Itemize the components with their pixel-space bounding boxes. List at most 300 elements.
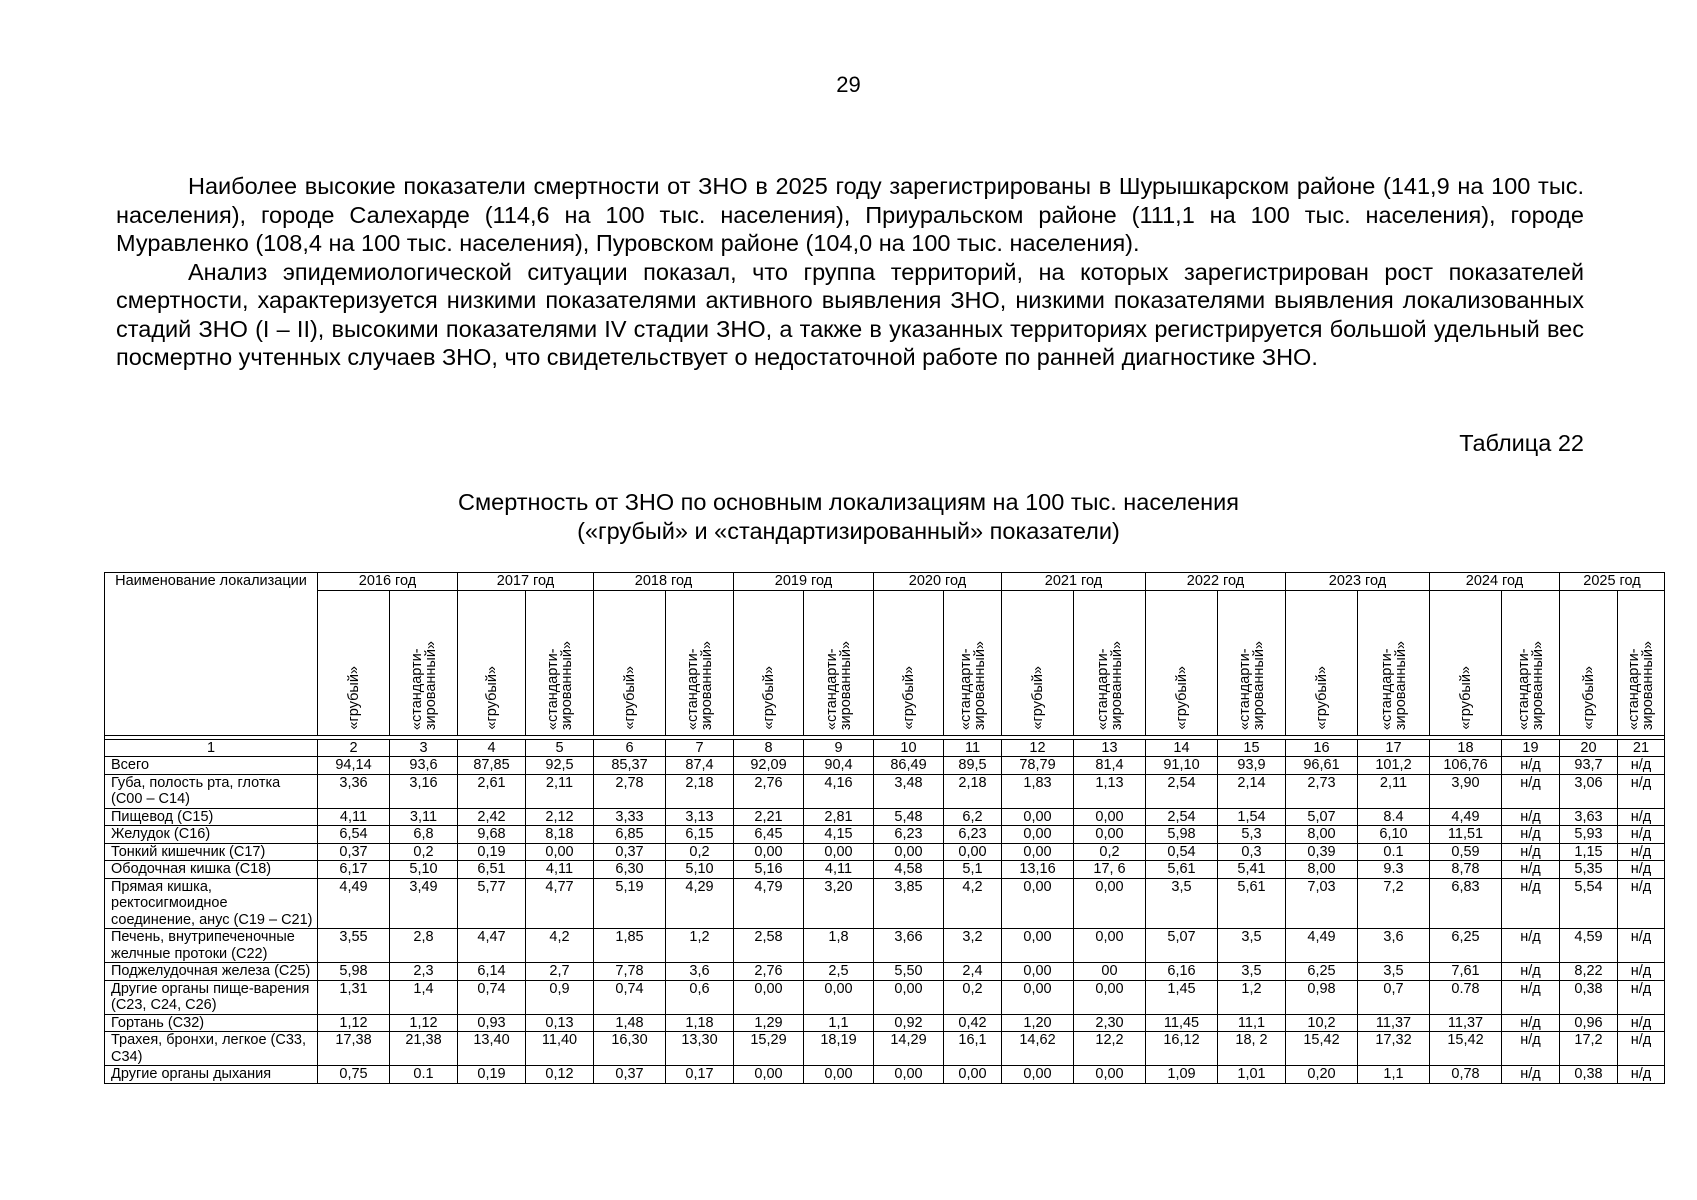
table-cell: 4,11 — [318, 808, 390, 826]
table-cell: н/д — [1502, 929, 1560, 963]
table-cell: 0,00 — [1002, 929, 1074, 963]
table-cell: 0,37 — [594, 1066, 666, 1084]
table-cell: 1,83 — [1002, 774, 1074, 808]
table-cell: н/д — [1618, 861, 1665, 879]
table-cell: 3,90 — [1430, 774, 1502, 808]
subheader-label: «грубый» — [1029, 666, 1046, 730]
table-cell: 1,8 — [804, 929, 874, 963]
subheader-standardized — [804, 590, 874, 735]
table-cell: 0,00 — [1074, 980, 1146, 1014]
table-cell: 11,37 — [1358, 1014, 1430, 1032]
table-cell: н/д — [1618, 1032, 1665, 1066]
table-cell: 0,2 — [390, 843, 458, 861]
table-cell: 0,37 — [594, 843, 666, 861]
table-cell: 15,42 — [1286, 1032, 1358, 1066]
header-year: 2025 год — [1560, 573, 1665, 591]
table-cell: 1,45 — [1146, 980, 1218, 1014]
table-cell: 4,15 — [804, 826, 874, 844]
table-cell: 3,5 — [1218, 963, 1286, 981]
subheader-label: «грубый» — [1313, 666, 1330, 730]
column-number: 5 — [526, 739, 594, 757]
table-cell: 0,54 — [1146, 843, 1218, 861]
table-cell: н/д — [1618, 980, 1665, 1014]
table-cell: 1,12 — [318, 1014, 390, 1032]
table-cell: 3,33 — [594, 808, 666, 826]
table-cell: 2,5 — [804, 963, 874, 981]
table-cell: н/д — [1502, 1014, 1560, 1032]
table-cell: 2,61 — [458, 774, 526, 808]
table-cell: 0,00 — [874, 843, 944, 861]
column-number: 2 — [318, 739, 390, 757]
table-cell: 7,78 — [594, 963, 666, 981]
table-cell: 6,83 — [1430, 878, 1502, 929]
location-name: Трахея, бронхи, легкое (С33, С34) — [105, 1032, 318, 1066]
table-cell: н/д — [1502, 1066, 1560, 1084]
table-cell: 5,10 — [390, 861, 458, 879]
header-location: Наименование локализации — [105, 573, 318, 736]
table-cell: 0,00 — [874, 1066, 944, 1084]
column-number: 7 — [666, 739, 734, 757]
table-cell: 0,38 — [1560, 1066, 1618, 1084]
paragraph-1: Наиболее высокие показатели смертности от ЗНО в 2025 году зарегистрированы в Шурышкарском районе (141,9 на 100 тыс. населения), городе Салехарде (114,6 на 100 тыс. населения), Приуральском районе (111,1 на 100 тыс. населения), городе Муравленко (108,4 на 100 тыс. населения), Пуровском районе (104,0 на 100 тыс. населения). — [116, 173, 1584, 256]
table-cell: 7,2 — [1358, 878, 1430, 929]
page-number: 29 — [836, 72, 861, 97]
table-cell: 2,4 — [944, 963, 1002, 981]
table-cell: н/д — [1502, 808, 1560, 826]
table-cell: 5,1 — [944, 861, 1002, 879]
table-cell: 17,32 — [1358, 1032, 1430, 1066]
table-cell: н/д — [1618, 808, 1665, 826]
table-cell: 5,61 — [1218, 878, 1286, 929]
table-cell: 87,85 — [458, 757, 526, 775]
body-text — [116, 172, 1584, 372]
subheader-row — [105, 590, 1665, 735]
column-number: 6 — [594, 739, 666, 757]
table-cell: 6,23 — [944, 826, 1002, 844]
table-row — [105, 843, 1665, 861]
table-cell: 6,8 — [390, 826, 458, 844]
table-cell: н/д — [1502, 1032, 1560, 1066]
subheader-label: «грубый» — [1457, 666, 1474, 730]
subheader-label: «грубый» — [900, 666, 917, 730]
table-cell: н/д — [1618, 843, 1665, 861]
subheader-standardized — [390, 590, 458, 735]
subheader-label: «грубый» — [621, 666, 638, 730]
table-cell: н/д — [1502, 757, 1560, 775]
table-cell: 0,2 — [1074, 843, 1146, 861]
table-cell: 0,37 — [318, 843, 390, 861]
table-cell: 7,03 — [1286, 878, 1358, 929]
table-cell: 4,59 — [1560, 929, 1618, 963]
table-cell: 0,00 — [874, 980, 944, 1014]
subheader-standardized — [1358, 590, 1430, 735]
table-cell: 4,49 — [318, 878, 390, 929]
subheader-label: «грубый» — [483, 666, 500, 730]
table-cell: 14,29 — [874, 1032, 944, 1066]
table-cell: 6,54 — [318, 826, 390, 844]
table-cell: 5,10 — [666, 861, 734, 879]
table-cell: 3,20 — [804, 878, 874, 929]
table-cell: 1,2 — [1218, 980, 1286, 1014]
table-cell: 9,68 — [458, 826, 526, 844]
location-name: Желудок (С16) — [105, 826, 318, 844]
subheader-standardized — [944, 590, 1002, 735]
header-year: 2018 год — [594, 573, 734, 591]
table-cell: н/д — [1502, 826, 1560, 844]
table-cell: 0,42 — [944, 1014, 1002, 1032]
table-cell: 0,2 — [666, 843, 734, 861]
column-number: 15 — [1218, 739, 1286, 757]
table-cell: н/д — [1618, 963, 1665, 981]
table-cell: 8.4 — [1358, 808, 1430, 826]
table-cell: 4,77 — [526, 878, 594, 929]
table-cell: н/д — [1502, 963, 1560, 981]
table-cell: 0,98 — [1286, 980, 1358, 1014]
table-cell: 0,00 — [1074, 826, 1146, 844]
table-cell: 2,54 — [1146, 774, 1218, 808]
subheader-label: «стандарти- зированный» — [1515, 640, 1546, 730]
table-cell: 85,37 — [594, 757, 666, 775]
table-cell: 1,54 — [1218, 808, 1286, 826]
table-cell: 92,5 — [526, 757, 594, 775]
table-cell: 0.1 — [390, 1066, 458, 1084]
table-cell: 90,4 — [804, 757, 874, 775]
table-cell: 16,1 — [944, 1032, 1002, 1066]
table-cell: 92,09 — [734, 757, 804, 775]
table-cell: 0,92 — [874, 1014, 944, 1032]
header-year: 2020 год — [874, 573, 1002, 591]
header-year: 2022 год — [1146, 573, 1286, 591]
subheader-label: «стандарти- зированный» — [823, 640, 854, 730]
table-cell: 0,00 — [1074, 1066, 1146, 1084]
subheader-crude — [1286, 590, 1358, 735]
table-cell: 2,76 — [734, 963, 804, 981]
column-number: 14 — [1146, 739, 1218, 757]
table-cell: 5,61 — [1146, 861, 1218, 879]
column-number: 9 — [804, 739, 874, 757]
table-cell: 6,30 — [594, 861, 666, 879]
table-body — [105, 735, 1665, 1083]
table-cell: 8,18 — [526, 826, 594, 844]
paragraph-2: Анализ эпидемиологической ситуации показал, что группа территорий, на которых зарегистрирован рост показателей смертности, характеризуется низкими показателями активного выявления ЗНО, низкими показателями выявления локализованных стадий ЗНО (I – II), высокими показателями IV стадии ЗНО, а также в указанных территориях регистрируется большой удельный вес посмертно учтенных случаев ЗНО, что свидетельствует о недостаточной работе по ранней диагностике ЗНО. — [116, 258, 1584, 370]
table-row — [105, 1032, 1665, 1066]
table-cell: 3,36 — [318, 774, 390, 808]
table-cell: 0,20 — [1286, 1066, 1358, 1084]
table-cell: 0,00 — [1002, 878, 1074, 929]
table-cell: 3,6 — [1358, 929, 1430, 963]
table-cell: 1,20 — [1002, 1014, 1074, 1032]
column-number: 13 — [1074, 739, 1146, 757]
table-cell: 6,85 — [594, 826, 666, 844]
table-cell: 2,76 — [734, 774, 804, 808]
table-cell: 81,4 — [1074, 757, 1146, 775]
table-cell: 4,16 — [804, 774, 874, 808]
table-cell: н/д — [1618, 826, 1665, 844]
table-cell: 0,75 — [318, 1066, 390, 1084]
table-row — [105, 826, 1665, 844]
table-cell: 0.1 — [1358, 843, 1430, 861]
column-number: 11 — [944, 739, 1002, 757]
table-cell: 0,7 — [1358, 980, 1430, 1014]
table-row — [105, 1066, 1665, 1084]
table-cell: 10,2 — [1286, 1014, 1358, 1032]
header-year: 2023 год — [1286, 573, 1430, 591]
table-cell: 0,00 — [944, 843, 1002, 861]
table-cell: 2,18 — [666, 774, 734, 808]
table-cell: 5,19 — [594, 878, 666, 929]
table-cell: 9.3 — [1358, 861, 1430, 879]
subheader-label: «стандарти- зированный» — [957, 640, 988, 730]
table-cell: 3,2 — [944, 929, 1002, 963]
table-cell: 87,4 — [666, 757, 734, 775]
subheader-crude — [594, 590, 666, 735]
column-number: 8 — [734, 739, 804, 757]
table-cell: 0,00 — [526, 843, 594, 861]
table-cell: 3,66 — [874, 929, 944, 963]
subheader-standardized — [1502, 590, 1560, 735]
location-name: Ободочная кишка (С18) — [105, 861, 318, 879]
subheader-crude — [1146, 590, 1218, 735]
table-cell: 1,31 — [318, 980, 390, 1014]
subheader-crude — [1002, 590, 1074, 735]
table-cell: 0,19 — [458, 843, 526, 861]
table-label: Таблица 22 — [1459, 430, 1584, 456]
table-row — [105, 808, 1665, 826]
subheader-label: «грубый» — [1580, 666, 1597, 730]
table-cell: 2,78 — [594, 774, 666, 808]
table-cell: 93,9 — [1218, 757, 1286, 775]
subheader-standardized — [526, 590, 594, 735]
table-cell: 17, 6 — [1074, 861, 1146, 879]
table-cell: 5,98 — [1146, 826, 1218, 844]
header-year: 2024 год — [1430, 573, 1560, 591]
subheader-crude — [318, 590, 390, 735]
table-cell: 0,00 — [734, 980, 804, 1014]
table-cell: 1,85 — [594, 929, 666, 963]
table-cell: 0,39 — [1286, 843, 1358, 861]
table-cell: н/д — [1502, 774, 1560, 808]
table-cell: 89,5 — [944, 757, 1002, 775]
table-cell: 2,58 — [734, 929, 804, 963]
table-title-line-1: Смертность от ЗНО по основным локализациям на 100 тыс. населения — [458, 489, 1239, 515]
table-cell: 4,49 — [1430, 808, 1502, 826]
table-cell: 4,58 — [874, 861, 944, 879]
subheader-standardized — [1218, 590, 1286, 735]
location-name: Губа, полость рта, глотка (С00 – С14) — [105, 774, 318, 808]
table-cell: 8,00 — [1286, 861, 1358, 879]
location-name: Печень, внутрипеченочные желчные протоки (С22) — [105, 929, 318, 963]
column-number: 16 — [1286, 739, 1358, 757]
table-cell: 106,76 — [1430, 757, 1502, 775]
location-name: Гортань (С32) — [105, 1014, 318, 1032]
table-cell: 6,25 — [1286, 963, 1358, 981]
table-cell: 4,11 — [526, 861, 594, 879]
location-name: Поджелудочная железа (С25) — [105, 963, 318, 981]
table-cell: 13,16 — [1002, 861, 1074, 879]
table-cell: 13,40 — [458, 1032, 526, 1066]
table-cell: 94,14 — [318, 757, 390, 775]
table-cell: 5,35 — [1560, 861, 1618, 879]
table-cell: 2,3 — [390, 963, 458, 981]
table-cell: н/д — [1618, 878, 1665, 929]
column-number: 10 — [874, 739, 944, 757]
table-cell: 3,63 — [1560, 808, 1618, 826]
subheader-crude — [874, 590, 944, 735]
subheader-label: «стандарти- зированный» — [1236, 640, 1267, 730]
table-cell: 11,45 — [1146, 1014, 1218, 1032]
column-number: 18 — [1430, 739, 1502, 757]
table-cell: 16,12 — [1146, 1032, 1218, 1066]
table-cell: 0,00 — [1074, 808, 1146, 826]
table-cell: 0,00 — [1074, 929, 1146, 963]
table-cell: 5,54 — [1560, 878, 1618, 929]
table-cell: 0,2 — [944, 980, 1002, 1014]
table-row — [105, 878, 1665, 929]
table-cell: н/д — [1502, 843, 1560, 861]
table-cell: 3,49 — [390, 878, 458, 929]
table-cell: 1,48 — [594, 1014, 666, 1032]
subheader-standardized — [1618, 590, 1665, 735]
table-cell: 6,14 — [458, 963, 526, 981]
table-cell: 1,18 — [666, 1014, 734, 1032]
table-cell: 4,49 — [1286, 929, 1358, 963]
table-cell: 1,01 — [1218, 1066, 1286, 1084]
table-cell: 4,11 — [804, 861, 874, 879]
table-cell: 16,30 — [594, 1032, 666, 1066]
table-cell: 4,2 — [526, 929, 594, 963]
header-year: 2017 год — [458, 573, 594, 591]
table-cell: 2,81 — [804, 808, 874, 826]
subheader-label: «стандарти- зированный» — [408, 640, 439, 730]
table-cell: 11,40 — [526, 1032, 594, 1066]
table-cell: н/д — [1618, 1014, 1665, 1032]
table-cell: 2,14 — [1218, 774, 1286, 808]
table-cell: 0,9 — [526, 980, 594, 1014]
column-number: 21 — [1618, 739, 1665, 757]
table-cell: 00 — [1074, 963, 1146, 981]
table-cell: 6,17 — [318, 861, 390, 879]
table-cell: 4,47 — [458, 929, 526, 963]
table-cell: 0,00 — [804, 980, 874, 1014]
table-cell: 3,48 — [874, 774, 944, 808]
table-cell: 3,13 — [666, 808, 734, 826]
subheader-label: «стандарти- зированный» — [1626, 640, 1656, 730]
table-cell: 8,00 — [1286, 826, 1358, 844]
table-cell: 14,62 — [1002, 1032, 1074, 1066]
table-row — [105, 1014, 1665, 1032]
location-name: Прямая кишка, ректосигмоидное соединение, анус (С19 – С21) — [105, 878, 318, 929]
table-cell: 0,00 — [1002, 1066, 1074, 1084]
table-cell: 5,41 — [1218, 861, 1286, 879]
table-cell: 2,18 — [944, 774, 1002, 808]
table-cell: 3,5 — [1218, 929, 1286, 963]
table-cell: 5,07 — [1286, 808, 1358, 826]
column-number: 12 — [1002, 739, 1074, 757]
table-cell: 0,00 — [1002, 826, 1074, 844]
table-cell: 86,49 — [874, 757, 944, 775]
mortality-table-container — [104, 572, 1664, 1084]
table-cell: 5,50 — [874, 963, 944, 981]
table-cell: 0,78 — [1430, 1066, 1502, 1084]
column-number: 4 — [458, 739, 526, 757]
table-cell: 2,30 — [1074, 1014, 1146, 1032]
table-cell: 11,51 — [1430, 826, 1502, 844]
table-cell: 96,61 — [1286, 757, 1358, 775]
table-cell: 5,48 — [874, 808, 944, 826]
table-cell: 0,00 — [804, 843, 874, 861]
table-cell: 0,17 — [666, 1066, 734, 1084]
table-row — [105, 963, 1665, 981]
table-cell: 0,00 — [944, 1066, 1002, 1084]
table-cell: н/д — [1618, 757, 1665, 775]
table-cell: 2,42 — [458, 808, 526, 826]
table-cell: 2,8 — [390, 929, 458, 963]
table-cell: 6,45 — [734, 826, 804, 844]
table-cell: 0,00 — [1074, 878, 1146, 929]
table-cell: н/д — [1618, 929, 1665, 963]
table-cell: 5,93 — [1560, 826, 1618, 844]
table-cell: 3,6 — [666, 963, 734, 981]
table-cell: 8,22 — [1560, 963, 1618, 981]
subheader-crude — [734, 590, 804, 735]
subheader-label: «стандарти- зированный» — [1378, 640, 1409, 730]
subheader-label: «стандарти- зированный» — [1094, 640, 1125, 730]
table-cell: 1,1 — [804, 1014, 874, 1032]
table-cell: н/д — [1502, 861, 1560, 879]
table-cell: 8,78 — [1430, 861, 1502, 879]
table-row — [105, 929, 1665, 963]
header-year: 2021 год — [1002, 573, 1146, 591]
table-cell: 0,00 — [1002, 963, 1074, 981]
table-cell: 4,2 — [944, 878, 1002, 929]
table-cell: 0,00 — [804, 1066, 874, 1084]
location-name: Тонкий кишечник (С17) — [105, 843, 318, 861]
table-row — [105, 861, 1665, 879]
table-cell: 0,93 — [458, 1014, 526, 1032]
column-number: 20 — [1560, 739, 1618, 757]
table-cell: 93,7 — [1560, 757, 1618, 775]
table-cell: 0,12 — [526, 1066, 594, 1084]
table-cell: 2,7 — [526, 963, 594, 981]
table-cell: 5,07 — [1146, 929, 1218, 963]
table-cell: 0,96 — [1560, 1014, 1618, 1032]
table-cell: 0,3 — [1218, 843, 1286, 861]
table-cell: 18,19 — [804, 1032, 874, 1066]
table-cell: 21,38 — [390, 1032, 458, 1066]
table-cell: 3,11 — [390, 808, 458, 826]
table-cell: 12,2 — [1074, 1032, 1146, 1066]
table-cell: 6,23 — [874, 826, 944, 844]
table-cell: 0.78 — [1430, 980, 1502, 1014]
table-cell: 1,15 — [1560, 843, 1618, 861]
table-cell: 4,29 — [666, 878, 734, 929]
table-cell: 0,00 — [734, 843, 804, 861]
table-cell: 91,10 — [1146, 757, 1218, 775]
subheader-crude — [1560, 590, 1618, 735]
table-cell: 5,98 — [318, 963, 390, 981]
table-cell: 1,12 — [390, 1014, 458, 1032]
table-cell: 1,1 — [1358, 1066, 1430, 1084]
table-cell: н/д — [1502, 878, 1560, 929]
header-year: 2016 год — [318, 573, 458, 591]
column-number-row — [105, 739, 1665, 757]
table-cell: 5,3 — [1218, 826, 1286, 844]
table-cell: 78,79 — [1002, 757, 1074, 775]
table-cell: 0,00 — [1002, 808, 1074, 826]
table-cell: 6,2 — [944, 808, 1002, 826]
table-cell: 0,74 — [458, 980, 526, 1014]
subheader-label: «грубый» — [1173, 666, 1190, 730]
